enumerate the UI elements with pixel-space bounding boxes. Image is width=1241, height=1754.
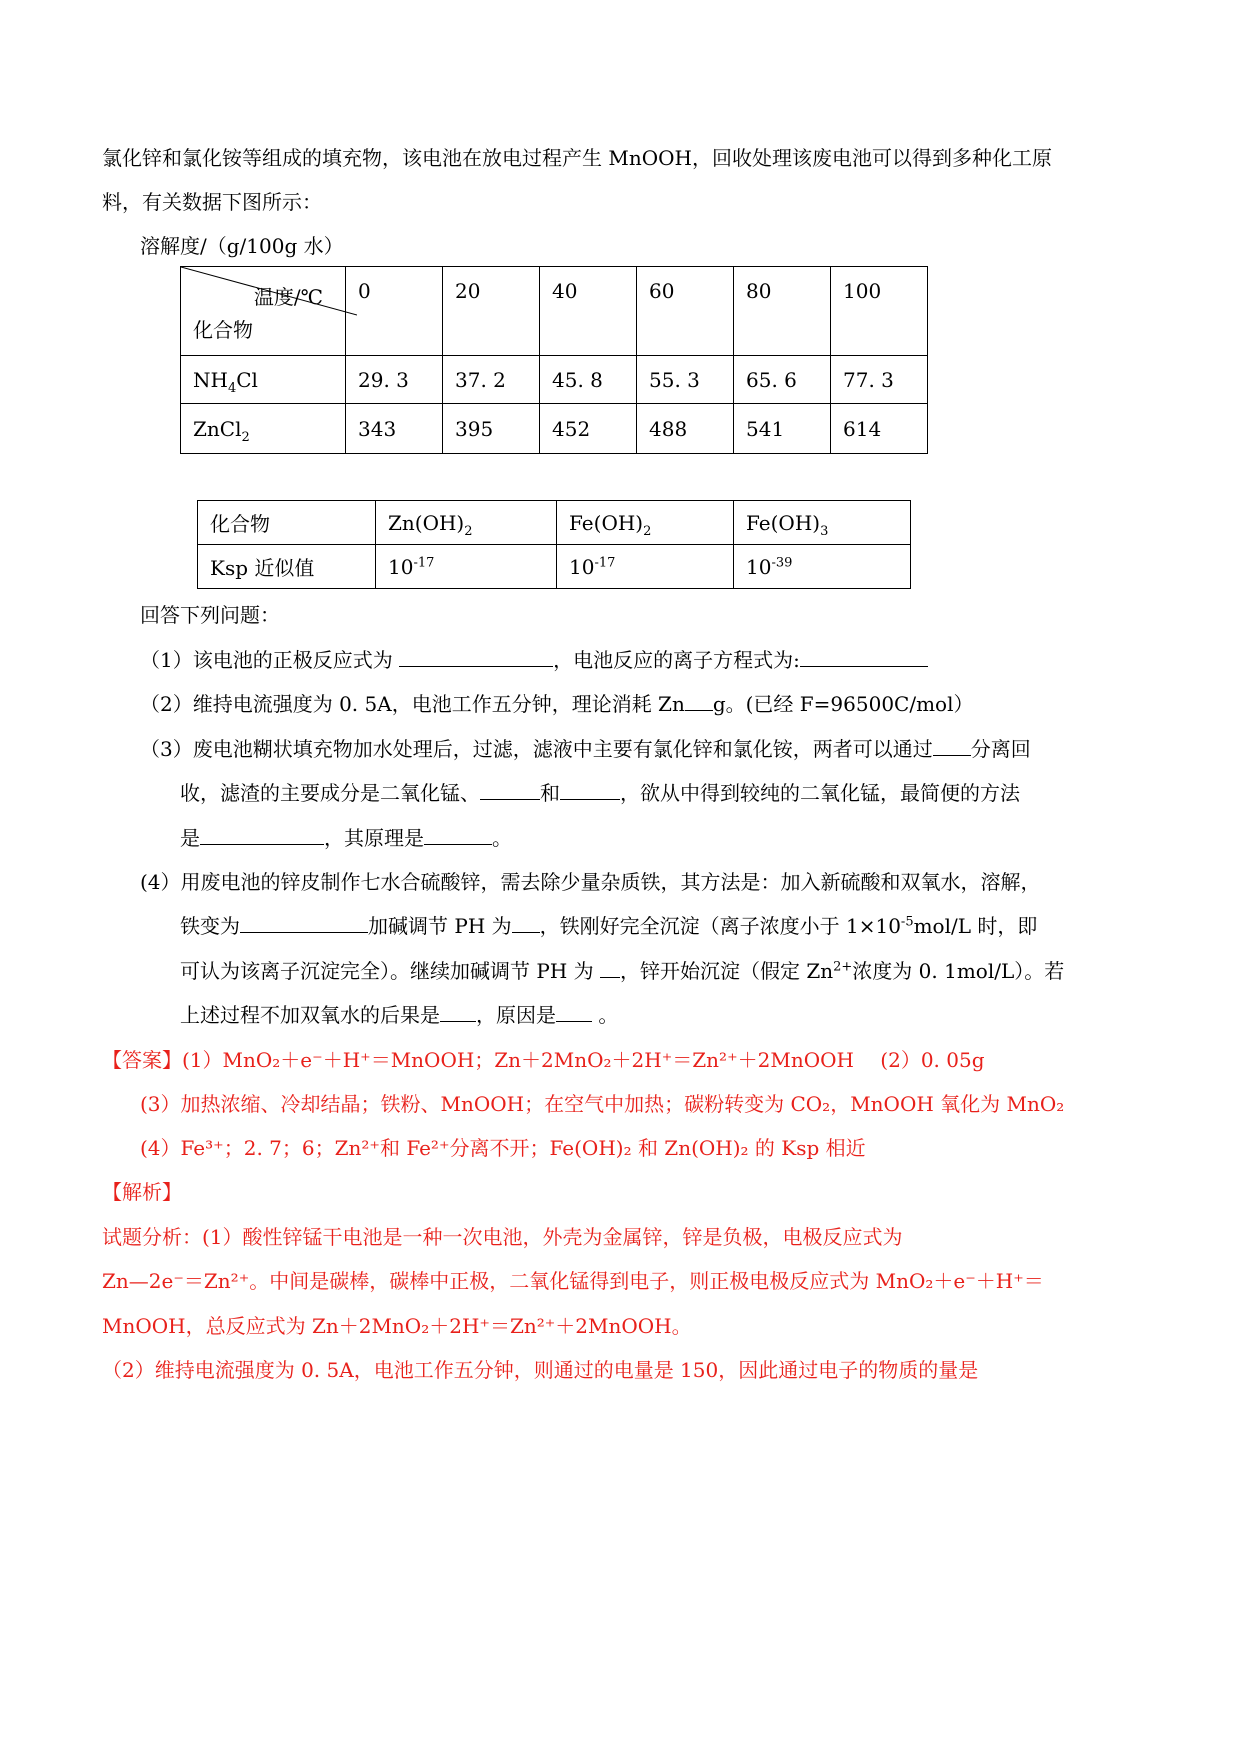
table1-corner-cell [181,267,346,356]
answer-line-1: 【答案】(1）MnO₂＋e⁻＋H⁺＝MnOOH；Zn＋2MnO₂＋2H⁺＝Zn²⁺＋2MnOOH (2）0. 05g [102,1048,985,1072]
value-cell: 395 [443,404,540,454]
answer-blank [200,826,324,845]
compound-name: ZnCl$_2$ [181,404,346,454]
answer-blank [512,914,540,933]
temp-cell: 20 [443,267,540,356]
intro-line-1: 氯化锌和氯化铵等组成的填充物，该电池在放电过程产生 MnOOH，回收处理该废电池可以得到多种化工原 [102,146,1052,170]
value-cell: 55. 3 [637,356,734,404]
analysis-label: 【解析】 [102,1180,182,1204]
temp-cell: 40 [540,267,637,356]
temp-cell: 80 [734,267,831,356]
question-1: （1）该电池的正极反应式为 ，电池反应的离子方程式为: [140,647,928,673]
temp-cell: 60 [637,267,734,356]
question-4-line-3: 可认为该离子沉淀完全）。继续加碱调节 PH 为 ，锌开始沉淀（假定 $Zn^{2+}$浓度为 0. 1mol/L）。若 [180,959,1065,983]
answer-blank [560,781,620,800]
answer-blank [800,648,928,667]
answer-blank [399,648,553,667]
questions-prompt: 回答下列问题： [140,603,280,627]
compound-name: $NH_4Cl$ [181,356,346,404]
compound-cell: $Zn(OH)_2$ [376,501,557,545]
question-3-line-2: 收，滤渣的主要成分是二氧化锰、 和 ，欲从中得到较纯的二氧化锰，最简便的方法 [180,781,1020,805]
question-2: （2）维持电流强度为 0. 5A，电池工作五分钟，理论消耗 Zn g。(已经 F=96500C/mol） [140,692,974,716]
ksp-value: $10^{-17}$ [557,545,734,589]
question-4-line-2: 铁变为 加碱调节 PH 为 ，铁刚好完全沉淀（离子浓度小于 $1\times 10^{-5}mol/L$ 时，即 [180,914,1038,938]
ksp-label: Ksp 近似值 [198,545,376,589]
answer-line-4: (4）Fe³⁺；2. 7；6；Zn²⁺和 Fe²⁺分离不开；Fe(OH)₂ 和 Zn(OH)₂ 的 Ksp 相近 [140,1136,866,1160]
temp-cell: 100 [831,267,928,356]
question-3-line-3: 是 ，其原理是 。 [180,826,512,850]
ksp-value: $10^{-17}$ [376,545,557,589]
ksp-header: 化合物 [198,501,376,545]
value-cell: 541 [734,404,831,454]
value-cell: 37. 2 [443,356,540,404]
ksp-table [197,500,911,589]
answer-blank [480,781,540,800]
value-cell: 452 [540,404,637,454]
answer-blank [240,914,368,933]
value-cell: 45. 8 [540,356,637,404]
answer-blank [424,826,492,845]
answer-blank [600,959,620,978]
compound-cell: $Fe(OH)_3$ [734,501,911,545]
question-3-line-1: （3）废电池糊状填充物加水处理后，过滤，滤液中主要有氯化锌和氯化铵，两者可以通过 分离回 [140,737,1031,761]
table-row [198,545,911,589]
compound-header: 化合物 [193,318,253,342]
intro-line-2: 料，有关数据下图所示： [102,190,322,214]
solubility-label: 溶解度/（g/100g 水） [140,234,344,258]
analysis-line-4: （2）维持电流强度为 0. 5A，电池工作五分钟，则通过的电量是 150，因此通过电子的物质的量是 [102,1358,979,1382]
value-cell: 29. 3 [346,356,443,404]
ksp-value: $10^{-39}$ [734,545,911,589]
solubility-table [180,266,928,454]
analysis-line-1: 试题分析：(1）酸性锌锰干电池是一种一次电池，外壳为金属锌，锌是负极，电极反应式为 [102,1225,903,1249]
temp-cell: 0 [346,267,443,356]
value-cell: 77. 3 [831,356,928,404]
analysis-line-3: MnOOH，总反应式为 Zn＋2MnO₂＋2H⁺＝Zn²⁺＋2MnOOH。 [102,1314,692,1338]
answer-blank [933,737,971,756]
answer-line-3: (3）加热浓缩、冷却结晶；铁粉、MnOOH；在空气中加热；碳粉转变为 CO₂，MnOOH 氧化为 MnO₂ [140,1092,1065,1116]
value-cell: 614 [831,404,928,454]
table-row [198,501,911,545]
question-4-line-4: 上述过程不加双氧水的后果是 ，原因是 。 [180,1003,619,1027]
compound-cell: $Fe(OH)_2$ [557,501,734,545]
answer-blank [685,692,713,711]
temperature-header: 温度/℃ [253,285,323,309]
table-row [181,404,928,454]
value-cell: 488 [637,404,734,454]
value-cell: 65. 6 [734,356,831,404]
table-row [181,356,928,404]
answer-blank [556,1003,592,1022]
analysis-line-2: Zn—2e⁻＝Zn²⁺。中间是碳棒，碳棒中正极，二氧化锰得到电子，则正极电极反应式为 MnO₂＋e⁻＋H⁺＝ [102,1269,1044,1293]
answer-blank [440,1003,476,1022]
value-cell: 343 [346,404,443,454]
answer-label: 【答案】 [102,1048,182,1072]
question-4-line-1: (4）用废电池的锌皮制作七水合硫酸锌，需去除少量杂质铁，其方法是：加入新硫酸和双氧水，溶解， [140,870,1041,894]
